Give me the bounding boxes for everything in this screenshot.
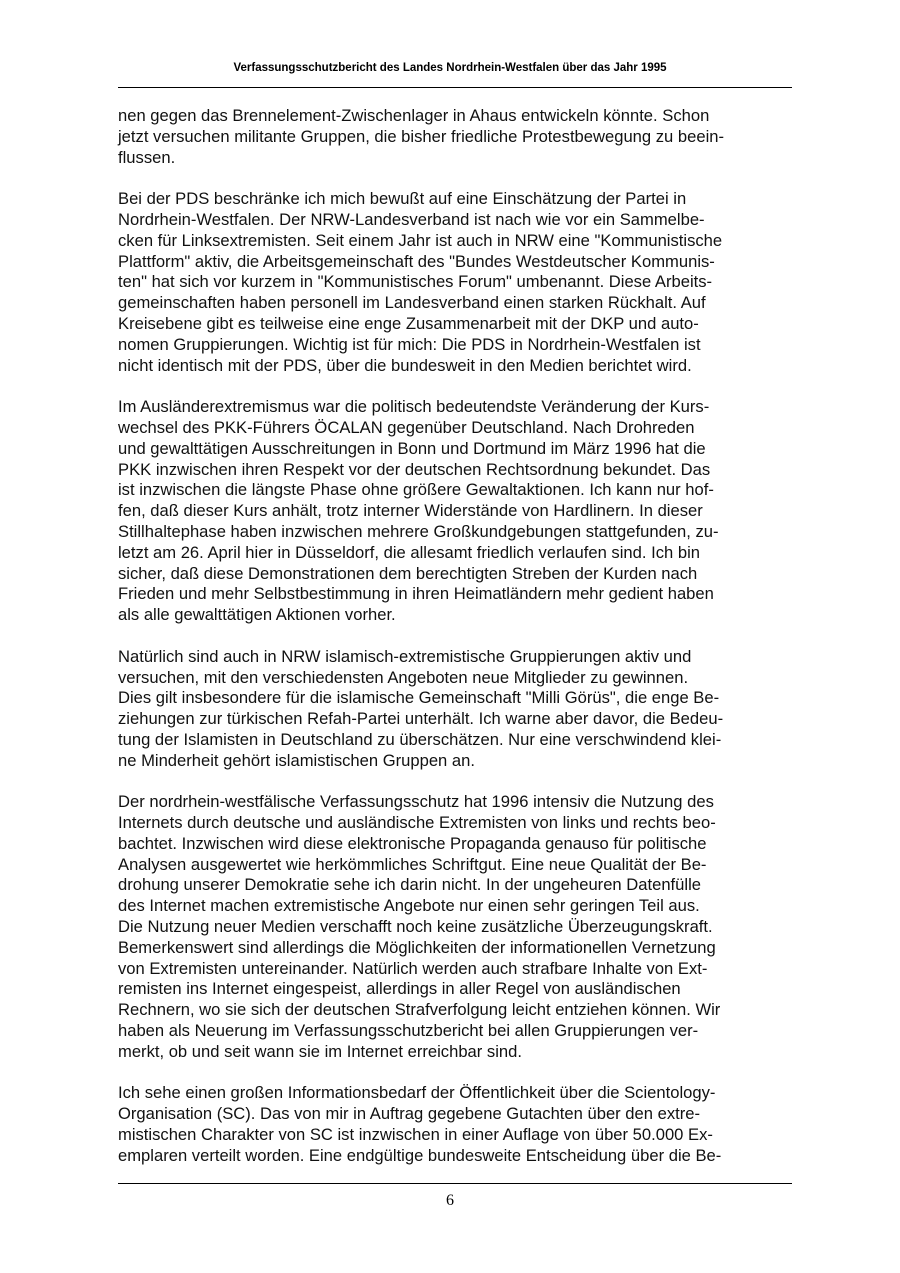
text-line: PKK inzwischen ihren Respekt vor der deutschen Rechtsordnung bekundet. Das [118,459,711,479]
text-line: des Internet machen extremistische Angebote nur einen sehr geringen Teil aus. [118,896,700,916]
paragraph [118,189,792,376]
text-line: haben als Neuerung im Verfassungsschutzbericht bei allen Gruppierungen ver- [118,1021,699,1041]
text-line: letzt am 26. April hier in Düsseldorf, die allesamt friedlich verlaufen sind. Ich bin [118,542,700,562]
text-line: ziehungen zur türkischen Refah-Partei unterhält. Ich warne aber davor, die Bedeu- [118,709,724,729]
text-line: Kreisebene gibt es teilweise eine enge Zusammenarbeit mit der DKP und auto- [118,313,699,333]
text-line: flussen. [118,147,176,167]
text-line: Bemerkenswert sind allerdings die Möglichkeiten der informationellen Vernetzung [118,937,716,957]
text-line: remisten ins Internet eingespeist, allerdings in aller Regel von ausländischen [118,979,681,999]
footer-rule [118,1183,792,1184]
text-line: Frieden und mehr Selbstbestimmung in ihren Heimatländern mehr gedient haben [118,584,714,604]
text-line: nen gegen das Brennelement-Zwischenlager in Ahaus entwickeln könnte. Schon [118,106,710,125]
text-line: Stillhaltephase haben inzwischen mehrere Großkundgebungen stattgefunden, zu- [118,521,719,541]
body-text [118,106,792,1167]
text-line: jetzt versuchen militante Gruppen, die bisher friedliche Protestbewegung zu beein- [118,126,725,146]
paragraph [118,106,792,168]
text-line: Plattform" aktiv, die Arbeitsgemeinschaft des "Bundes Westdeutscher Kommunis- [118,251,715,271]
text-line: emplaren verteilt worden. Eine endgültige bundesweite Entscheidung über die Be- [118,1145,722,1165]
text-line: Organisation (SC). Das von mir in Auftrag gegebene Gutachten über den extre- [118,1104,701,1124]
text-line: und gewalttätigen Ausschreitungen in Bonn und Dortmund im März 1996 hat die [118,438,706,458]
text-line: Im Ausländerextremismus war die politisch bedeutendste Veränderung der Kurs- [118,397,710,417]
text-line: Analysen ausgewertet wie herkömmliches Schriftgut. Eine neue Qualität der Be- [118,854,707,874]
text-line: drohung unserer Demokratie sehe ich darin nicht. In der ungeheuren Datenfülle [118,875,701,895]
text-line: mistischen Charakter von SC ist inzwischen in einer Auflage von über 50.000 Ex- [118,1125,713,1145]
text-line: versuchen, mit den verschiedensten Angeboten neue Mitglieder zu gewinnen. [118,667,689,687]
text-line: Bei der PDS beschränke ich mich bewußt auf eine Einschätzung der Partei in [118,189,687,209]
text-line: wechsel des PKK-Führers ÖCALAN gegenüber Deutschland. Nach Drohreden [118,417,695,437]
running-header: Verfassungsschutzbericht des Landes Nordrhein-Westfalen über das Jahr 1995 [233,62,667,74]
text-line: Natürlich sind auch in NRW islamisch-extremistische Gruppierungen aktiv und [118,646,692,666]
text-line: fen, daß dieser Kurs anhält, trotz interner Widerstände von Hardlinern. In dieser [118,501,703,521]
text-line: Der nordrhein-westfälische Verfassungsschutz hat 1996 intensiv die Nutzung des [118,792,714,812]
paragraph [118,1083,792,1166]
text-line: Nordrhein-Westfalen. Der NRW-Landesverband ist nach wie vor ein Sammelbe- [118,209,705,229]
paragraph [118,792,792,1062]
text-line: Die Nutzung neuer Medien verschafft noch keine zusätzliche Überzeugungskraft. [118,917,713,937]
text-line: ist inzwischen die längste Phase ohne größere Gewaltaktionen. Ich kann nur hof- [118,480,714,500]
text-line: sicher, daß diese Demonstrationen dem berechtigten Streben der Kurden nach [118,563,698,583]
text-line: ten" hat sich vor kurzem in "Kommunistisches Forum" umbenannt. Diese Arbeits- [118,272,713,292]
text-line: von Extremisten untereinander. Natürlich werden auch strafbare Inhalte von Ext- [118,958,708,978]
paragraph [118,647,792,772]
text-line: bachtet. Inzwischen wird diese elektronische Propaganda genauso für politische [118,833,707,853]
header-rule [118,87,792,88]
text-line: tung der Islamisten in Deutschland zu überschätzen. Nur eine verschwindend klei- [118,729,722,749]
text-line: Internets durch deutsche und ausländische Extremisten von links und rechts beo- [118,813,716,833]
text-line: als alle gewalttätigen Aktionen vorher. [118,605,396,625]
page-number: 6 [446,1192,454,1209]
text-line: gemeinschaften haben personell im Landesverband einen starken Rückhalt. Auf [118,293,706,313]
text-line: ne Minderheit gehört islamistischen Gruppen an. [118,750,475,770]
text-line: Dies gilt insbesondere für die islamische Gemeinschaft "Milli Görüs", die enge Be- [118,688,720,708]
text-line: merkt, ob und seit wann sie im Internet erreichbar sind. [118,1041,522,1061]
text-line: Ich sehe einen großen Informationsbedarf der Öffentlichkeit über die Scientology- [118,1083,716,1103]
text-line: nicht identisch mit der PDS, über die bundesweit in den Medien berichtet wird. [118,355,692,375]
paragraph [118,397,792,626]
text-line: nomen Gruppierungen. Wichtig ist für mich: Die PDS in Nordrhein-Westfalen ist [118,334,701,354]
text-line: Rechnern, wo sie sich der deutschen Strafverfolgung leicht entziehen können. Wir [118,1000,721,1020]
text-line: cken für Linksextremisten. Seit einem Jahr ist auch in NRW eine "Kommunistische [118,230,723,250]
